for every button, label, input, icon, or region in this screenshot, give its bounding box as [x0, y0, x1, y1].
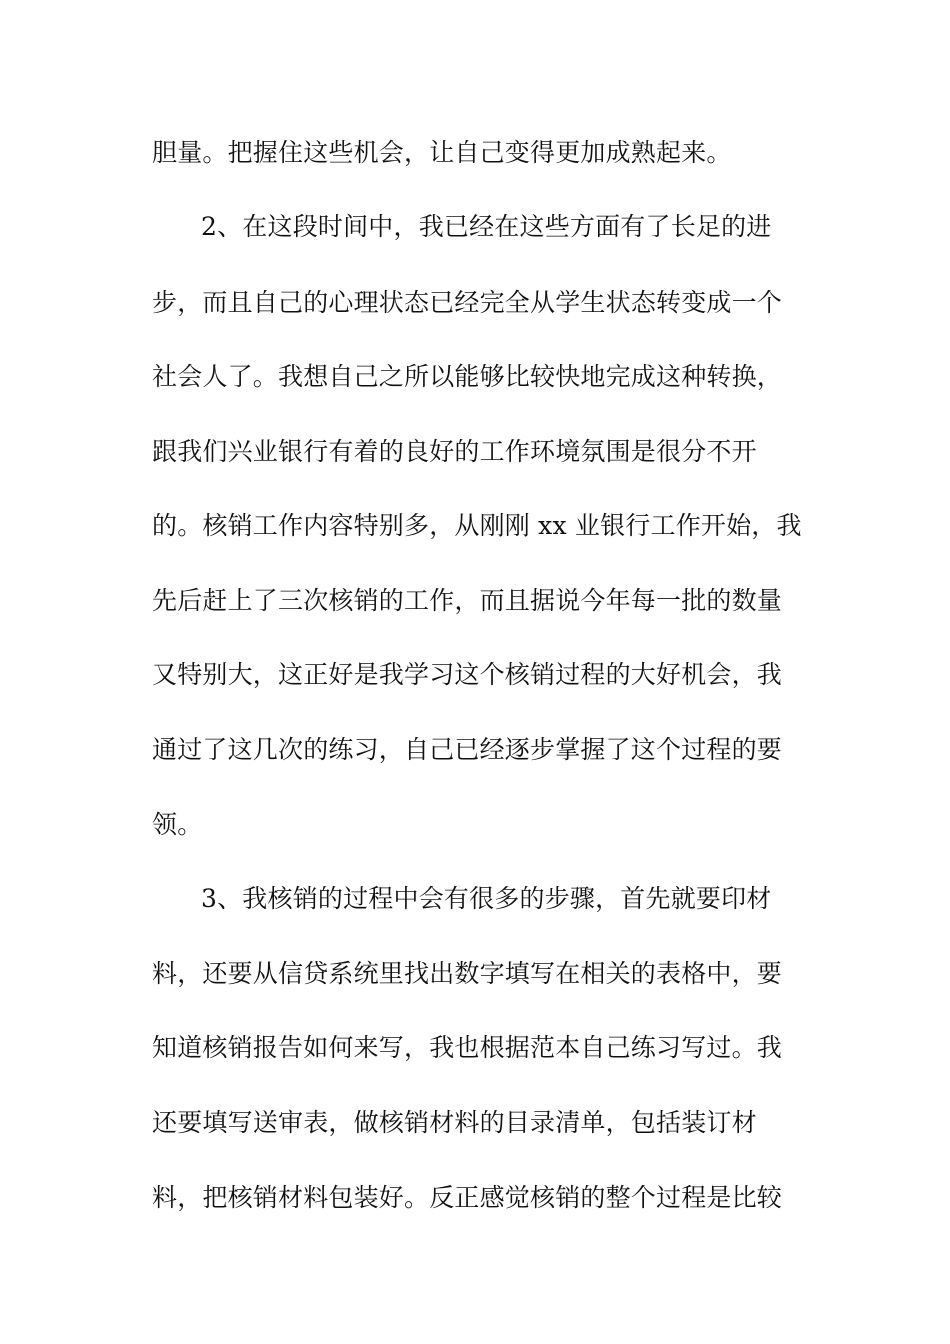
paragraph-2-first-line: 2、在这段时间中，我已经在这些方面有了长足的进 — [201, 212, 772, 241]
text-line: 料，还要从信贷系统里找出数字填写在相关的表格中，要 — [152, 959, 783, 988]
text-line: 步，而且自己的心理状态已经完全从学生状态转变成一个 — [152, 288, 783, 317]
text-line: 领。 — [152, 810, 203, 839]
text-line: 料，把核销材料包装好。反正感觉核销的整个过程是比较 — [152, 1183, 783, 1212]
text-line: 还要填写送审表，做核销材料的目录清单，包括装订材 — [152, 1108, 757, 1137]
text-line: 的。核销工作内容特别多，从刚刚 xx 业银行工作开始，我 — [152, 511, 802, 540]
text-line: 通过了这几次的练习，自己已经逐步掌握了这个过程的要 — [152, 735, 783, 764]
text-line: 胆量。把握住这些机会，让自己变得更加成熟起来。 — [152, 138, 732, 167]
paragraph-3-first-line: 3、我核销的过程中会有很多的步骤，首先就要印材 — [201, 884, 772, 913]
text-line: 又特别大，这正好是我学习这个核销过程的大好机会，我 — [152, 660, 783, 689]
text-line: 知道核销报告如何来写，我也根据范本自己练习写过。我 — [152, 1033, 783, 1062]
text-line: 先后赶上了三次核销的工作，而且据说今年每一批的数量 — [152, 586, 783, 615]
text-line: 社会人了。我想自己之所以能够比较快地完成这种转换， — [152, 362, 783, 391]
text-line: 跟我们兴业银行有着的良好的工作环境氛围是很分不开 — [152, 437, 757, 466]
